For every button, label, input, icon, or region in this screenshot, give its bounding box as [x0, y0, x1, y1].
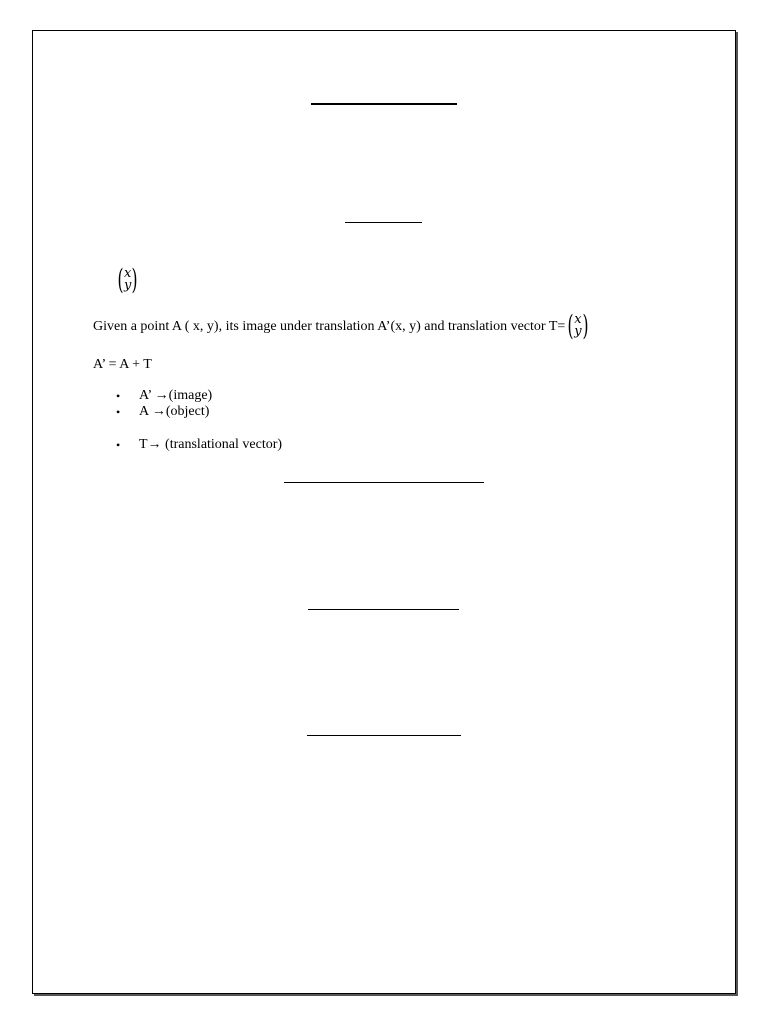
inline-vector-notation	[565, 309, 590, 342]
right-paren: )	[582, 309, 589, 342]
list-item-text: A →(object)	[139, 404, 210, 419]
list-item	[116, 437, 282, 453]
vector-x: x	[123, 266, 132, 281]
vector-components	[124, 268, 131, 292]
section-underline-5	[307, 735, 461, 736]
section-underline-3	[284, 482, 484, 483]
list-item-text: T→ (translational vector)	[139, 437, 283, 452]
right-paren: )	[131, 263, 138, 296]
given-sentence-text: Given a point A ( x, y), its image under translation A’(x, y) and translation vector T=	[93, 319, 566, 334]
translation-formula: A’ = A + T	[93, 357, 152, 372]
list-item	[116, 388, 212, 404]
bullet-icon: •	[116, 405, 121, 419]
list-item-text: A’ →(image)	[139, 388, 213, 403]
left-paren: (	[117, 263, 124, 296]
legend-list-2	[116, 437, 282, 453]
bullet-icon: •	[116, 438, 121, 452]
list-item	[116, 404, 212, 420]
legend-list	[116, 388, 212, 420]
heading-underline-2	[345, 222, 422, 223]
vector-x: x	[574, 312, 582, 327]
left-paren: (	[567, 309, 574, 342]
given-sentence	[93, 309, 591, 342]
section-underline-4	[308, 609, 459, 610]
heading-underline-1	[311, 103, 457, 105]
bullet-icon: •	[116, 389, 121, 403]
translation-vector-notation	[115, 263, 140, 296]
vector-y: y	[123, 278, 132, 293]
vector-components	[574, 314, 581, 338]
vector-y: y	[574, 324, 582, 339]
page-border	[32, 30, 736, 994]
